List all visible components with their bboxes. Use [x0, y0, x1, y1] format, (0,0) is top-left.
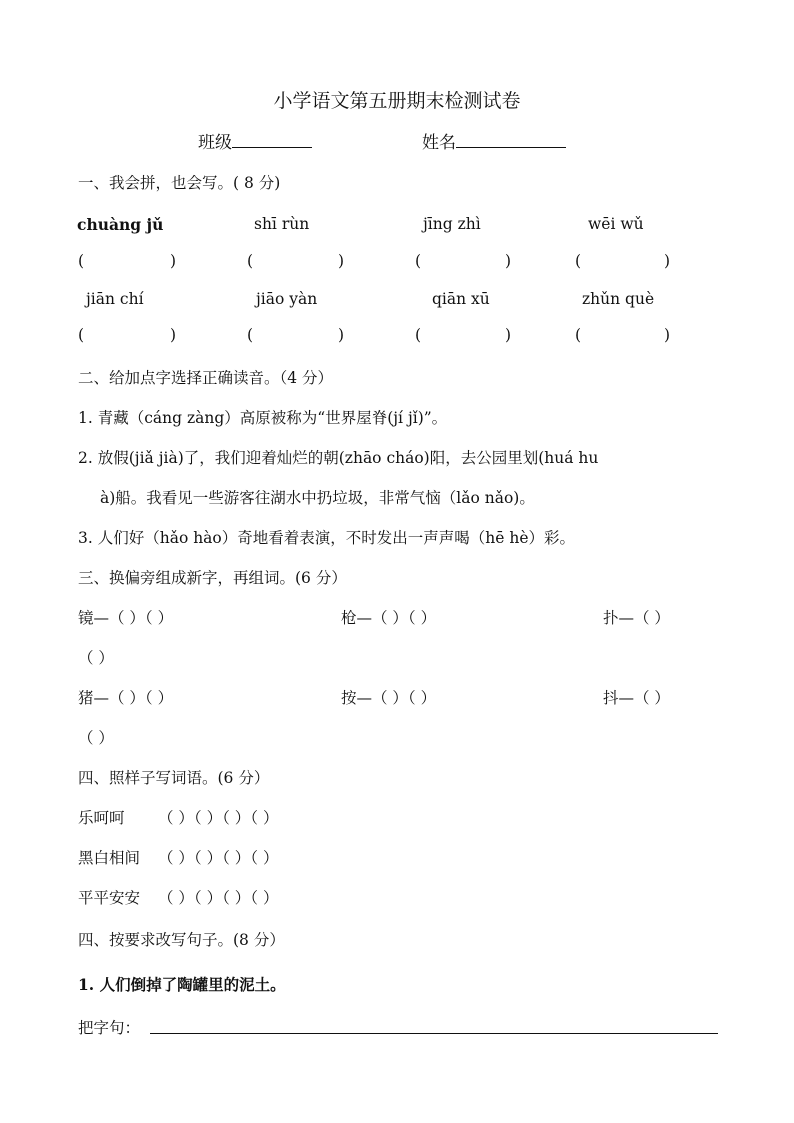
answer-bracket-6-close: ) [338, 326, 345, 344]
name-blank[interactable] [456, 131, 566, 148]
section-1-heading: 一、我会拼，也会写。( 8 分) [78, 174, 281, 192]
section-3-heading: 三、换偏旁组成新字，再组词。(6 分） [78, 569, 347, 587]
ba-sentence-label: 把字句： [78, 1019, 141, 1037]
radical-item-3[interactable]: 扑—（ ） [603, 609, 670, 627]
answer-bracket-2-open[interactable]: ( [247, 252, 254, 270]
answer-bracket-6-open[interactable]: ( [247, 326, 254, 344]
pinyin-4: wēi wǔ [588, 215, 644, 233]
answer-bracket-3-close: ) [505, 252, 512, 270]
name-field [422, 128, 566, 153]
radical-item-5[interactable]: 按—（ ）（ ） [341, 689, 437, 707]
s2-question-2-line-2: à)船。我看见一些游客往湖水中扔垃圾，非常气恼（lǎo nǎo)。 [100, 489, 535, 507]
answer-bracket-4-open[interactable]: ( [575, 252, 582, 270]
section-5-heading: 四、按要求改写句子。(8 分） [78, 931, 285, 949]
radical-item-2[interactable]: 枪—（ ）（ ） [341, 609, 437, 627]
s2-question-1: 1. 青藏（cáng zàng）高原被称为“世界屋脊(jí jǐ)”。 [78, 409, 448, 427]
s2-question-3: 3. 人们好（hǎo hào）奇地看着表演，不时发出一声声喝（hē hè）彩。 [78, 529, 575, 547]
ba-sentence-answer-line[interactable] [150, 1014, 718, 1034]
word-blanks-3[interactable]: （ ）（ ）（ ）（ ） [158, 889, 279, 907]
pinyin-6: jiāo yàn [256, 290, 318, 308]
s5-question-1: 1. 人们倒掉了陶罐里的泥土。 [78, 975, 286, 994]
pinyin-5: jiān chí [86, 290, 144, 308]
pinyin-2: shī rùn [254, 215, 310, 233]
answer-bracket-3-open[interactable]: ( [415, 252, 422, 270]
section-2-heading: 二、给加点字选择正确读音。（4 分） [78, 369, 334, 387]
answer-bracket-7-close: ) [505, 326, 512, 344]
section-4-heading: 四、照样子写词语。(6 分） [78, 769, 270, 787]
word-pattern-2: 黑白相间 [78, 849, 141, 867]
answer-bracket-8-open[interactable]: ( [575, 326, 582, 344]
answer-bracket-1-close: ) [170, 252, 177, 270]
s2-question-2-line-1: 2. 放假(jiǎ jià)了，我们迎着灿烂的朝(zhāo cháo)阳，去公园里划(huá hu [78, 449, 599, 467]
radical-item-6[interactable]: 抖—（ ） [603, 689, 670, 707]
class-blank[interactable] [232, 131, 312, 148]
class-field [198, 128, 312, 153]
word-pattern-1: 乐呵呵 [78, 809, 125, 827]
answer-bracket-4-close: ) [664, 252, 671, 270]
pinyin-7: qiān xū [432, 290, 490, 308]
word-blanks-1[interactable]: （ ）（ ）（ ）（ ） [158, 809, 279, 827]
pinyin-8: zhǔn què [582, 290, 655, 308]
answer-bracket-1-open[interactable]: ( [78, 252, 85, 270]
radical-item-4[interactable]: 猪—（ ）（ ） [78, 689, 174, 707]
answer-bracket-7-open[interactable]: ( [415, 326, 422, 344]
answer-bracket-2-close: ) [338, 252, 345, 270]
pinyin-1: chuàng jǔ [77, 215, 164, 234]
class-label: 班级 [198, 133, 232, 153]
answer-bracket-5-open[interactable]: ( [78, 326, 85, 344]
word-blanks-2[interactable]: （ ）（ ）（ ）（ ） [158, 849, 279, 867]
page-title: 小学语文第五册期末检测试卷 [273, 90, 521, 112]
answer-bracket-8-close: ) [664, 326, 671, 344]
pinyin-3: jīng zhì [423, 215, 481, 233]
radical-item-1[interactable]: 镜—（ ）（ ） [78, 609, 174, 627]
radical-item-3-wrap[interactable]: （ ） [78, 649, 114, 667]
answer-bracket-5-close: ) [170, 326, 177, 344]
word-pattern-3: 平平安安 [78, 889, 141, 907]
name-label: 姓名 [422, 133, 456, 153]
radical-item-6-wrap[interactable]: （ ） [78, 729, 114, 747]
